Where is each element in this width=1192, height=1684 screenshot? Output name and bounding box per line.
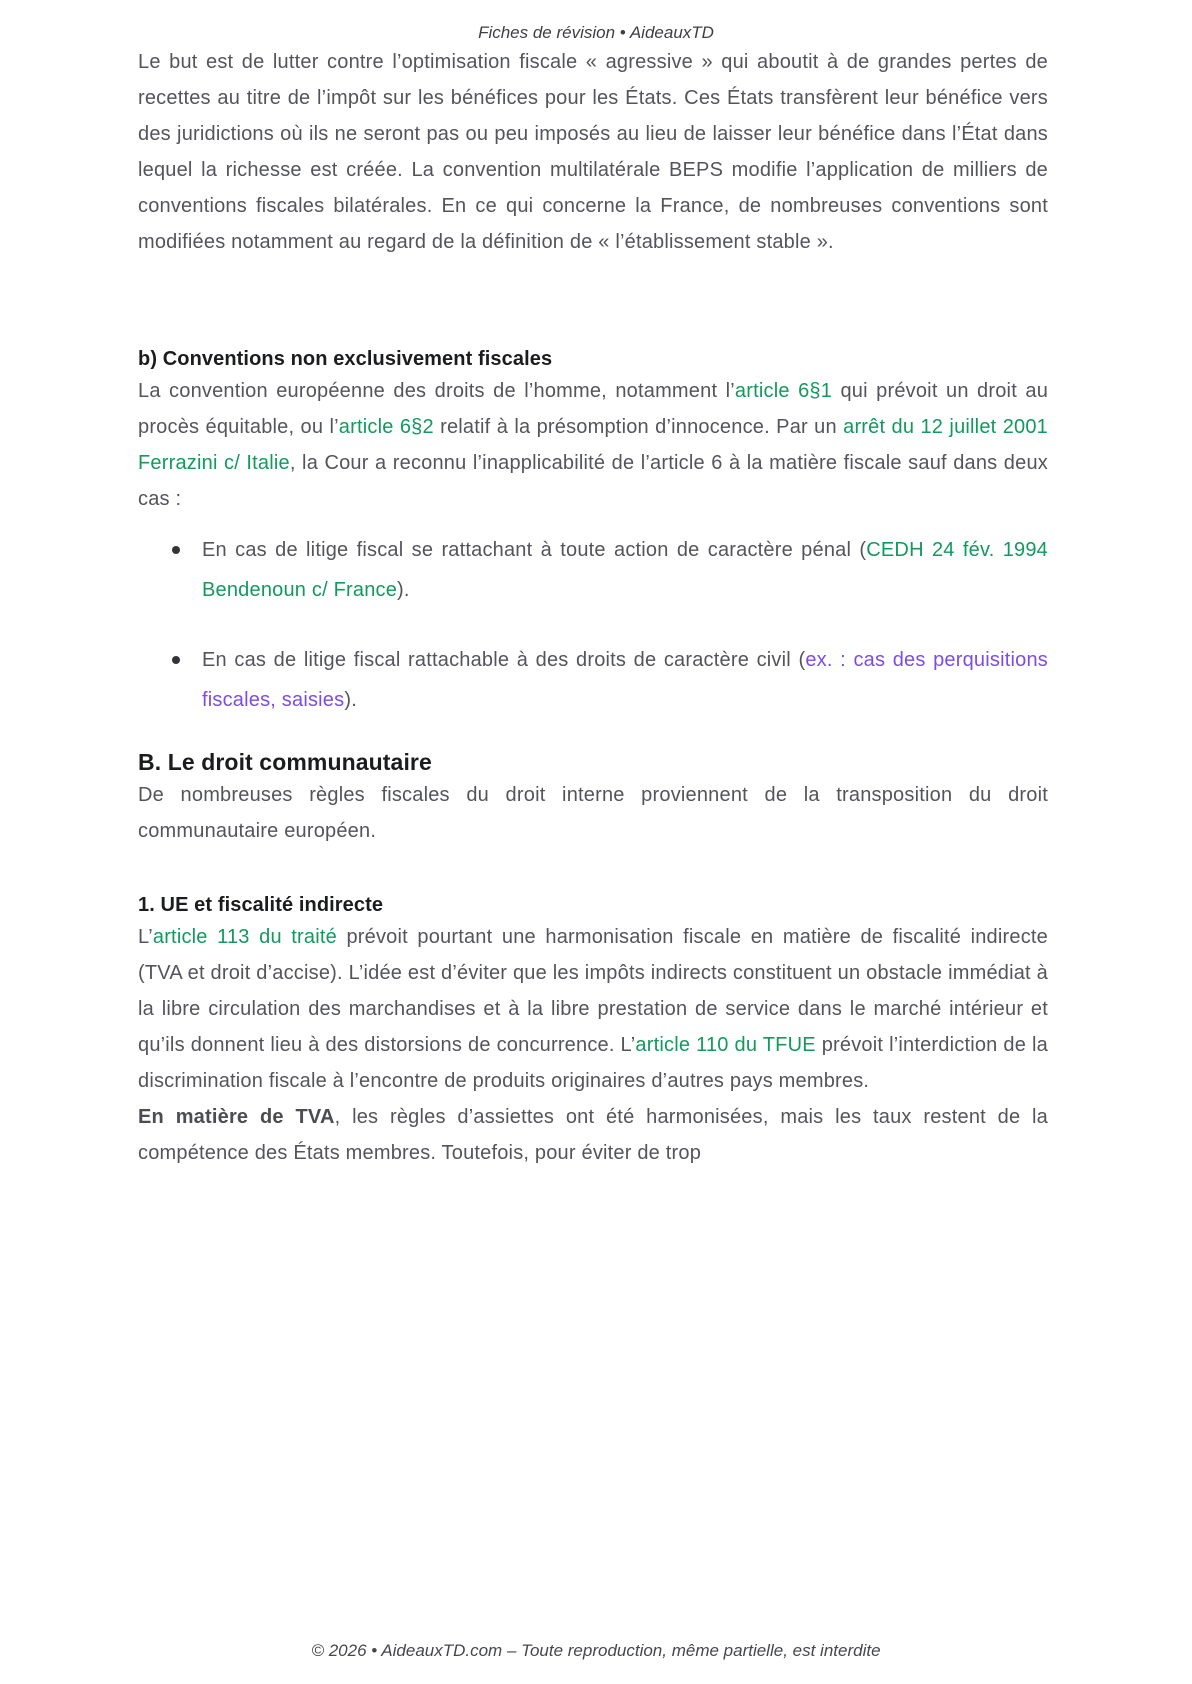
page-header: Fiches de révision • AideauxTD — [478, 23, 714, 42]
paragraph-beps — [138, 44, 1048, 260]
cases-bullet-list — [138, 530, 1048, 720]
paragraph-tva — [138, 1099, 1048, 1171]
link-article-113[interactable]: article 113 du traité — [152, 926, 337, 948]
link-arret-ferrazini[interactable]: arrêt du 12 juillet 2001 Ferrazini c/ Italie — [138, 416, 1048, 474]
heading-ue-fiscalite-indirecte: 1. UE et fiscalité indirecte — [138, 894, 384, 916]
bullet-icon — [172, 546, 180, 554]
bullet-icon — [172, 656, 180, 664]
link-article-6-2[interactable]: article 6§2 — [338, 416, 434, 438]
text-segment: En cas de litige fiscal rattachable à des droits de caractère civil ( — [202, 649, 806, 671]
paragraph-fiscalite-indirecte — [138, 919, 1048, 1099]
list-item-text — [202, 640, 1048, 720]
paragraph-transposition — [138, 777, 1048, 849]
text-segment: ). — [344, 689, 357, 711]
text-segment: prévoit pourtant une harmonisation fiscale en matière de fiscalité indirecte (TVA et droit d’accise). L’idée est d’éviter que les impôts indirects constituent un obstacle immédiat à la libre circulation des marchandises et à la libre prestation de service dans le marché intérieur et qu’ils donnent lieu à des distorsions de concurrence. L’ — [138, 926, 1048, 1056]
text-segment: qui prévoit un droit au procès équitable, ou l’ — [138, 380, 1049, 438]
text-segment: L’ — [138, 926, 153, 948]
text-segment: relatif à la présomption d’innocence. Par un — [433, 416, 844, 438]
list-item — [172, 530, 1048, 610]
heading-droit-communautaire: B. Le droit communautaire — [138, 749, 432, 775]
link-cedh-bendenoun[interactable]: CEDH 24 fév. 1994 Bendenoun c/ France — [202, 539, 1049, 601]
text-segment-styled: En matière de TVA — [138, 1106, 335, 1128]
text-segment: , les règles d’assiettes ont été harmonisées, mais les taux restent de la compétence des États membres. Toutefois, pour éviter de trop — [138, 1106, 1048, 1164]
list-item — [172, 640, 1048, 720]
text-segment: ). — [397, 579, 410, 601]
link-article-6-1[interactable]: article 6§1 — [734, 380, 833, 402]
link-article-110[interactable]: article 110 du TFUE — [635, 1034, 816, 1056]
link-ex-perquisitions[interactable]: ex. : cas des perquisitions fiscales, saisies — [202, 649, 1048, 711]
heading-conventions-non-fiscales: b) Conventions non exclusivement fiscales — [138, 348, 553, 370]
page-footer: © 2026 • AideauxTD.com – Toute reproduction, même partielle, est interdite — [311, 1641, 881, 1660]
text-segment: En cas de litige fiscal se rattachant à toute action de caractère pénal ( — [202, 539, 867, 561]
text-segment: prévoit l’interdiction de la discrimination fiscale à l’encontre de produits originaires d’autres pays membres. — [138, 1034, 1048, 1092]
list-item-text — [202, 530, 1048, 610]
page-body — [138, 44, 1048, 1171]
text-segment: , la Cour a reconnu l’inapplicabilité de l’article 6 à la matière fiscale sauf dans deux cas : — [138, 452, 1048, 510]
text-segment: La convention européenne des droits de l’homme, notamment l’ — [138, 380, 735, 402]
text-segment: Le but est de lutter contre l’optimisation fiscale « agressive » qui aboutit à de grandes pertes de recettes au titre de l’impôt sur les bénéfices pour les États. Ces États transfèrent leur bénéfice vers des juridictions où ils ne seront pas ou peu imposés au lieu de laisser leur bénéfice dans l’État dans lequel la richesse est créée. La convention multilatérale BEPS modifie l’application de milliers de conventions fiscales bilatérales. En ce qui concerne la France, de nombreuses conventions sont modifiées notamment au regard de la définition de « l’établissement stable ». — [138, 51, 1048, 253]
text-segment: De nombreuses règles fiscales du droit interne proviennent de la transposition du droit communautaire européen. — [138, 784, 1048, 842]
paragraph-cedh — [138, 373, 1048, 517]
